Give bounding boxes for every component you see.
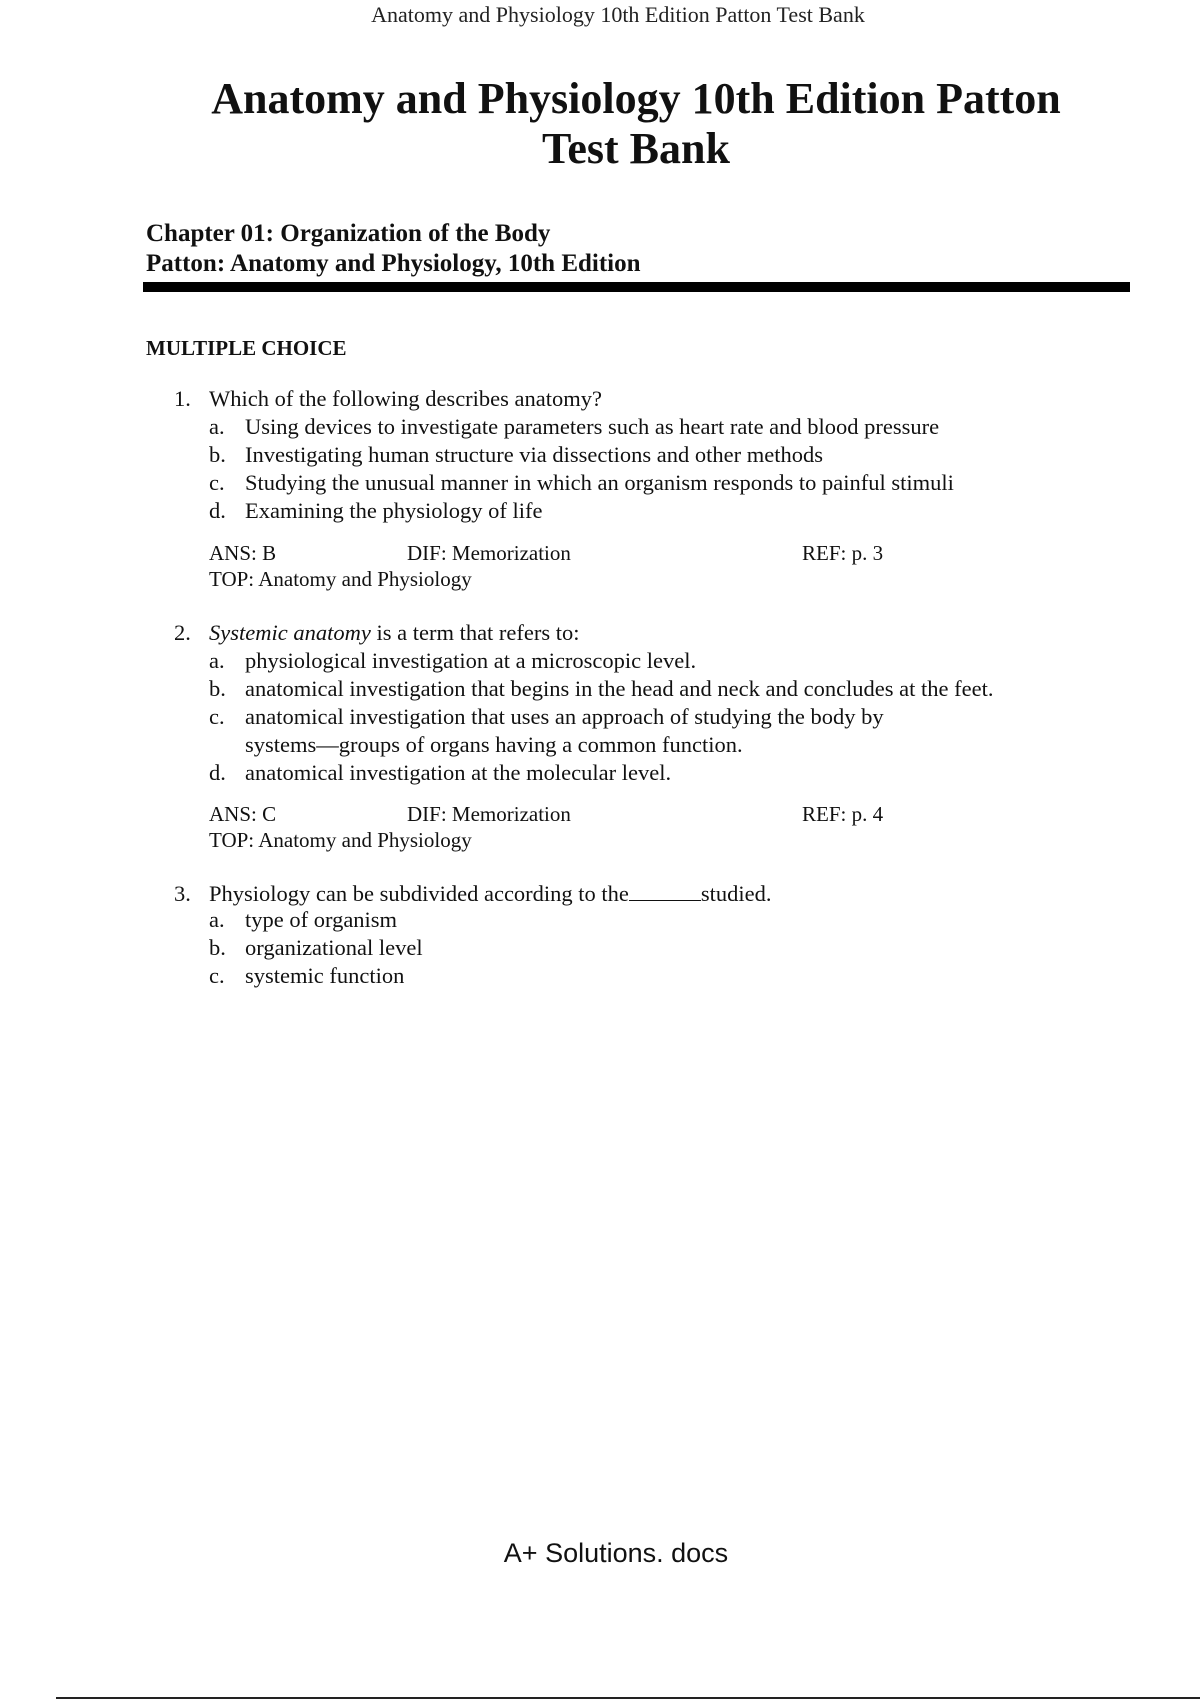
option-text: systemic function [245, 963, 405, 988]
option-a [209, 906, 397, 934]
option-letter: d. [209, 498, 226, 523]
option-letter: b. [209, 935, 226, 960]
chapter-heading [146, 219, 641, 279]
option-text: physiological investigation at a microscopic level. [245, 648, 697, 673]
question-stem [174, 880, 772, 907]
question-stem [174, 620, 580, 646]
option-letter: b. [209, 442, 226, 467]
option-text: anatomical investigation at the molecular level. [245, 760, 672, 785]
option-d [209, 497, 542, 525]
option-text: type of organism [245, 907, 398, 932]
difficulty: DIF: Memorization [407, 541, 571, 565]
footer-brand: A+ Solutions. docs [503, 1538, 729, 1568]
answer-blank [629, 880, 701, 901]
answer-key: ANS: B [209, 541, 277, 565]
option-text-continued: systems—groups of organs having a common function. [245, 732, 743, 757]
title-line-2: Test Bank [542, 124, 730, 173]
option-c [209, 703, 884, 759]
page-reference: REF: p. 4 [802, 802, 884, 826]
topic: TOP: Anatomy and Physiology [209, 567, 472, 591]
option-a [209, 647, 696, 675]
question-text: is a term that refers to: [370, 620, 580, 645]
option-a [209, 413, 939, 441]
bottom-rule [56, 1697, 1200, 1699]
option-b [209, 441, 823, 469]
option-text: anatomical investigation that begins in the head and neck and concludes at the feet. [245, 676, 994, 701]
question-stem [174, 386, 602, 412]
running-header: Anatomy and Physiology 10th Edition Patton Test Bank [371, 2, 865, 27]
question-text-end: studied. [700, 881, 772, 906]
question-text: Physiology can be subdivided according to the [209, 881, 629, 906]
section-heading: MULTIPLE CHOICE [146, 336, 347, 360]
option-b [209, 934, 423, 962]
option-c [209, 962, 404, 990]
document-title [0, 74, 1200, 174]
option-letter: a. [209, 414, 225, 439]
difficulty: DIF: Memorization [407, 802, 571, 826]
question-number: 1. [174, 386, 191, 411]
page-reference: REF: p. 3 [802, 541, 884, 565]
chapter-name: Chapter 01: Organization of the Body [146, 220, 551, 247]
question-number: 3. [174, 881, 191, 906]
question-number: 2. [174, 620, 191, 645]
option-letter: d. [209, 760, 226, 785]
option-c [209, 469, 954, 497]
topic: TOP: Anatomy and Physiology [209, 828, 472, 852]
option-letter: a. [209, 648, 225, 673]
option-text: organizational level [245, 935, 423, 960]
option-letter: c. [209, 470, 225, 495]
option-text: Investigating human structure via dissections and other methods [245, 442, 824, 467]
option-letter: c. [209, 963, 225, 988]
question-text: Which of the following describes anatomy? [209, 386, 603, 411]
option-text: Studying the unusual manner in which an organism responds to painful stimuli [245, 470, 954, 495]
option-b [209, 675, 994, 703]
option-letter: c. [209, 704, 225, 729]
answer-key: ANS: C [209, 802, 277, 826]
option-d [209, 759, 671, 787]
option-letter: b. [209, 676, 226, 701]
title-line-1: Anatomy and Physiology 10th Edition Patton [211, 74, 1061, 123]
option-letter: a. [209, 907, 225, 932]
option-text: Using devices to investigate parameters such as heart rate and blood pressure [245, 414, 940, 439]
option-text: anatomical investigation that uses an approach of studying the body by [245, 704, 884, 729]
question-term: Systemic anatomy [209, 620, 371, 645]
section-rule [143, 282, 1130, 292]
option-text: Examining the physiology of life [245, 498, 543, 523]
book-name: Patton: Anatomy and Physiology, 10th Edition [146, 250, 641, 277]
